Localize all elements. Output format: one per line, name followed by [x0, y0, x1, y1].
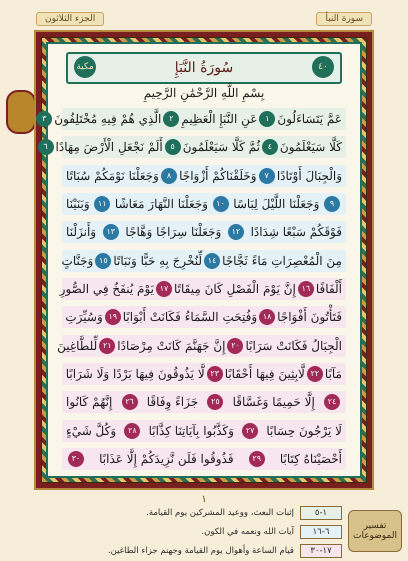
- topic-index: [36, 506, 342, 558]
- ayah-number-marker: ١١: [94, 196, 110, 212]
- verse-line: [62, 250, 346, 272]
- verse-text: فَتَأْتُونَ أَفْوَاجًا: [277, 310, 342, 325]
- verse-line: [62, 363, 346, 385]
- topic-description: إثبات البعث، ووعيد المشركين يوم القيامة.: [146, 508, 294, 518]
- ayah-number-marker: ١٨: [259, 309, 275, 325]
- verse-text: إِنَّ يَوْمَ الْفَصْلِ كَانَ مِيقَاتًا: [174, 281, 296, 296]
- ayah-number-marker: ٥: [165, 139, 181, 155]
- surah-verse-count-badge: ٤٠: [312, 56, 334, 78]
- ayah-number-marker: ٨: [161, 168, 177, 184]
- ayah-number-marker: ٢٢: [307, 366, 323, 382]
- verse-text: أَلْفَافًا: [315, 281, 342, 296]
- page-number: ١: [201, 494, 207, 505]
- ayah-number-marker: ١٣: [103, 224, 119, 240]
- verse-line: [62, 448, 346, 470]
- verse-text: فَوْقَكُمْ سَبْعًا شِدَادًا: [250, 225, 342, 240]
- topic-verse-range: ١-٥: [300, 506, 342, 520]
- ayah-number-marker: ٣: [36, 111, 52, 127]
- verse-line: [62, 391, 346, 413]
- surah-header-label: سورة النبأ: [316, 12, 372, 26]
- verse-text: وَالْجِبَالَ أَوْتَادًا: [276, 168, 342, 183]
- topic-row: [36, 525, 342, 539]
- verse-text: وَكَذَّبُوا بِآيَاتِنَا كِذَّابًا: [148, 423, 234, 438]
- ayah-number-marker: ٢٦: [122, 394, 138, 410]
- topic-verse-range: ١٧-٣٠: [300, 544, 342, 558]
- verse-text: وَأَنزَلْنَا: [66, 225, 97, 240]
- ayah-number-marker: ١٤: [204, 253, 220, 269]
- topic-row: [36, 544, 342, 558]
- verse-text: وَسُيِّرَتِ: [65, 310, 103, 325]
- surah-title: سُورَةُ النَّبَإِ: [174, 60, 234, 76]
- verse-text: لِّلطَّاغِينَ: [57, 338, 98, 353]
- side-medallion-ornament: [6, 90, 36, 134]
- verse-lines: [42, 108, 346, 470]
- verse-text: ثُمَّ كَلَّا سَيَعْلَمُونَ: [182, 140, 260, 155]
- verse-text: وَجَنَّاتٍ: [61, 253, 94, 268]
- ayah-number-marker: ١٢: [228, 224, 244, 240]
- ayah-number-marker: ١: [259, 111, 275, 127]
- verse-text: وَفُتِحَتِ السَّمَاءُ فَكَانَتْ أَبْوَابًا: [122, 310, 258, 325]
- ornamental-frame: [34, 30, 374, 490]
- ayah-number-marker: ٢١: [99, 338, 115, 354]
- ayah-number-marker: ٢٨: [124, 423, 140, 439]
- ayah-number-marker: ٢٧: [242, 423, 258, 439]
- ayah-number-marker: ٢٠: [227, 338, 243, 354]
- ayah-number-marker: ٢٤: [324, 394, 340, 410]
- verse-text: لَّا يَذُوقُونَ فِيهَا بَرْدًا وَلَا شَرَابًا: [65, 366, 205, 381]
- verse-text: لِّنُخْرِجَ بِهِ حَبًّا وَنَبَاتًا: [113, 253, 203, 268]
- verse-line: [43, 136, 346, 158]
- ayah-number-marker: ٧: [259, 168, 275, 184]
- verse-line: [62, 193, 346, 215]
- verse-text: لَّابِثِينَ فِيهَا أَحْقَابًا: [224, 366, 305, 381]
- verse-text: وَجَعَلْنَا نَوْمَكُمْ سُبَاتًا: [66, 168, 159, 183]
- verse-text: أَحْصَيْنَاهُ كِتَابًا: [279, 451, 342, 466]
- verse-text: وَجَعَلْنَا النَّهَارَ مَعَاشًا: [114, 196, 208, 211]
- ayah-number-marker: ١٠: [213, 196, 229, 212]
- text-area: [42, 42, 362, 478]
- ayah-number-marker: ٢٣: [207, 366, 223, 382]
- verse-text: مَآبًا: [324, 366, 342, 381]
- ayah-number-marker: ١٦: [298, 281, 314, 297]
- verse-text: وَبَنَيْنَا: [66, 196, 90, 211]
- ayah-number-marker: ٢: [163, 111, 179, 127]
- verse-text: جَزَاءً وِفَاقًا: [146, 395, 199, 410]
- verse-line: [59, 278, 346, 300]
- verse-line: [62, 420, 346, 442]
- verse-text: الْجِبَالُ فَكَانَتْ سَرَابًا: [245, 338, 342, 353]
- ayah-number-marker: ٤: [262, 139, 278, 155]
- verse-text: وَجَعَلْنَا سِرَاجًا وَهَّاجًا: [125, 225, 222, 240]
- verse-text: لَا يَرْجُونَ حِسَابًا: [266, 423, 342, 438]
- ayah-number-marker: ٢٩: [249, 451, 265, 467]
- verse-line: [42, 108, 346, 130]
- tafsir-label: تفسير الموضوعات: [348, 510, 402, 552]
- verse-text: يَوْمَ يُنفَخُ فِي الصُّورِ: [59, 281, 154, 296]
- top-header: [36, 10, 372, 28]
- surah-title-bar: [66, 52, 342, 84]
- verse-text: عَنِ النَّبَإِ الْعَظِيمِ: [181, 112, 258, 126]
- verse-text: الَّذِي هُمْ فِيهِ مُخْتَلِفُونَ: [54, 112, 162, 126]
- verse-text: إِنَّهُمْ كَانُوا: [66, 395, 113, 410]
- topic-verse-range: ٦-١٦: [300, 525, 342, 539]
- ayah-number-marker: ٢٥: [207, 394, 223, 410]
- verse-text: إِلَّا حَمِيمًا وَغَسَّاقًا: [232, 395, 315, 410]
- verse-text: أَلَمْ نَجْعَلِ الْأَرْضَ مِهَادًا: [55, 140, 163, 155]
- ayah-number-marker: ١٥: [95, 253, 111, 269]
- ayah-number-marker: ٩: [324, 196, 340, 212]
- topic-description: آيات الله ونعمه في الكون.: [201, 527, 294, 537]
- verse-line: [62, 165, 346, 187]
- verse-text: وَجَعَلْنَا اللَّيْلَ لِبَاسًا: [233, 196, 320, 211]
- topic-row: [36, 506, 342, 520]
- verse-line: [57, 335, 346, 357]
- verse-line: [62, 306, 346, 328]
- ayah-number-marker: ١٧: [156, 281, 172, 297]
- topic-description: قيام الساعة وأهوال يوم القيامة وجهنم جزاء الطاغين.: [107, 546, 294, 556]
- ayah-number-marker: ٣٠: [68, 451, 84, 467]
- surah-revelation-badge: مكية: [74, 56, 96, 78]
- ayah-number-marker: ٦: [38, 139, 54, 155]
- verse-text: عَمَّ يَتَسَاءَلُونَ: [277, 112, 342, 126]
- verse-text: مِنَ الْمُعْصِرَاتِ مَاءً ثَجَّاجًا: [222, 253, 342, 268]
- verse-text: فَذُوقُوا فَلَن نَّزِيدَكُمْ إِلَّا عَذَابًا: [99, 451, 234, 466]
- ayah-number-marker: ١٩: [105, 309, 121, 325]
- verse-text: وَخَلَقْنَاكُمْ أَزْوَاجًا: [179, 168, 257, 183]
- verse-line: [62, 221, 346, 243]
- basmala: بِسْمِ اللَّهِ الرَّحْمَٰنِ الرَّحِيمِ: [143, 86, 265, 100]
- juz-label: الجزء الثلاثون: [36, 12, 104, 26]
- verse-text: كَلَّا سَيَعْلَمُونَ: [279, 140, 342, 155]
- verse-text: وَكُلَّ شَيْءٍ: [66, 423, 117, 438]
- verse-text: إِنَّ جَهَنَّمَ كَانَتْ مِرْصَادًا: [117, 338, 226, 353]
